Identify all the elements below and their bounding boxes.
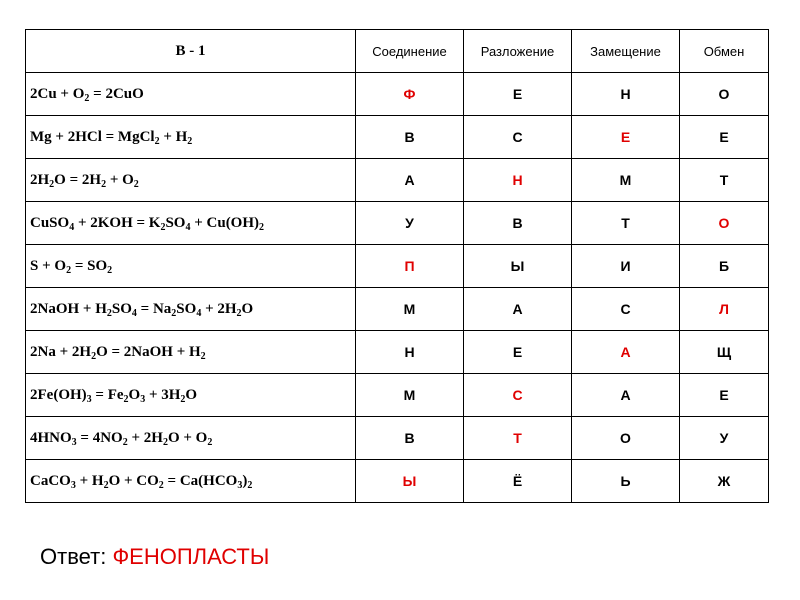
equation-text: + 2KOH = K: [74, 214, 161, 231]
equation-text: S + O: [30, 257, 67, 274]
equation-subscript: 2: [91, 350, 97, 362]
letter-cell: А: [572, 374, 680, 417]
letter-cell: Щ: [680, 331, 769, 374]
header-variant: В - 1: [26, 30, 356, 73]
letter-cell: Е: [464, 331, 572, 374]
equation-text: + H: [75, 472, 104, 489]
equation-text: + O: [106, 171, 134, 188]
equation-text: + 3H: [145, 386, 181, 403]
letter-cell: Л: [680, 288, 769, 331]
reaction-equation: [26, 374, 356, 417]
table-row: [26, 288, 769, 331]
letter-cell: В: [356, 116, 464, 159]
letter-cell: Ь: [572, 460, 680, 503]
equation-text: = SO: [71, 257, 108, 274]
letter-cell: Ж: [680, 460, 769, 503]
table-row: [26, 159, 769, 202]
equation-text: O: [185, 386, 198, 403]
equation-subscript: 4: [69, 221, 75, 233]
answer-label: Ответ:: [40, 544, 113, 569]
table-row: [26, 116, 769, 159]
equation-subscript: 2: [187, 135, 193, 147]
equation-subscript: 3: [70, 479, 76, 491]
table-row: [26, 460, 769, 503]
reaction-equation: [26, 202, 356, 245]
letter-cell: О: [680, 202, 769, 245]
reaction-equation: [26, 331, 356, 374]
letter-cell: О: [572, 417, 680, 460]
equation-subscript: 4: [185, 221, 191, 233]
equation-subscript: 2: [207, 436, 213, 448]
equation-text: 2Fe(OH): [30, 386, 87, 403]
equation-subscript: 3: [71, 436, 77, 448]
equation-text: O + CO: [108, 472, 159, 489]
equation-subscript: 4: [131, 307, 137, 319]
equation-subscript: 3: [237, 479, 243, 491]
equation-text: = Fe: [91, 386, 124, 403]
equation-text: CuSO: [30, 214, 70, 231]
letter-cell: Т: [572, 202, 680, 245]
letter-cell: У: [356, 202, 464, 245]
equation-text: O = 2H: [54, 171, 102, 188]
equation-text: + Cu(OH): [190, 214, 260, 231]
reaction-equation: [26, 245, 356, 288]
equation-text: SO: [111, 300, 132, 317]
table-row: [26, 374, 769, 417]
letter-cell: Б: [680, 245, 769, 288]
letter-cell: У: [680, 417, 769, 460]
letter-cell: В: [356, 417, 464, 460]
equation-text: 4HNO: [30, 429, 72, 446]
equation-text: = 4NO: [76, 429, 123, 446]
letter-cell: С: [464, 374, 572, 417]
letter-cell: А: [356, 159, 464, 202]
equation-subscript: 2: [133, 178, 139, 190]
equation-subscript: 2: [158, 479, 164, 491]
equation-subscript: 2: [154, 135, 160, 147]
header-compound: Соединение: [356, 30, 464, 73]
letter-cell: Ф: [356, 73, 464, 116]
equation-text: SO: [165, 214, 186, 231]
equation-subscript: 2: [84, 92, 90, 104]
equation-subscript: 2: [160, 221, 166, 233]
equation-text: + 2H: [201, 300, 237, 317]
equation-text: 2Na + 2H: [30, 343, 92, 360]
letter-cell: А: [464, 288, 572, 331]
equation-subscript: 2: [101, 178, 107, 190]
letter-cell: А: [572, 331, 680, 374]
table-row: [26, 202, 769, 245]
equation-subscript: 3: [140, 393, 146, 405]
reaction-equation: [26, 417, 356, 460]
equation-text: O = 2NaOH + H: [96, 343, 201, 360]
equation-text: = Na: [136, 300, 172, 317]
letter-cell: Н: [464, 159, 572, 202]
equation-text: 2H: [30, 171, 50, 188]
reaction-equation: [26, 73, 356, 116]
equation-text: O: [128, 386, 141, 403]
letter-cell: М: [356, 288, 464, 331]
equation-text: + H: [159, 128, 188, 145]
letter-cell: Ы: [356, 460, 464, 503]
equation-text: = Ca(HCO: [163, 472, 238, 489]
header-substitution: Замещение: [572, 30, 680, 73]
equation-subscript: 2: [106, 307, 112, 319]
header-decomposition: Разложение: [464, 30, 572, 73]
equation-subscript: 2: [103, 479, 109, 491]
letter-cell: Т: [680, 159, 769, 202]
letter-cell: П: [356, 245, 464, 288]
equation-text: SO: [176, 300, 197, 317]
equation-subscript: 3: [86, 393, 92, 405]
equation-text: 2Cu + O: [30, 85, 85, 102]
equation-text: O: [241, 300, 254, 317]
letter-cell: Е: [680, 116, 769, 159]
equation-subscript: 2: [66, 264, 72, 276]
reaction-equation: [26, 288, 356, 331]
header-exchange: Обмен: [680, 30, 769, 73]
letter-cell: И: [572, 245, 680, 288]
table-row: [26, 73, 769, 116]
equation-subscript: 2: [49, 178, 55, 190]
letter-cell: Т: [464, 417, 572, 460]
equation-subscript: 2: [122, 436, 128, 448]
letter-cell: Ы: [464, 245, 572, 288]
equation-subscript: 2: [123, 393, 129, 405]
letter-cell: М: [572, 159, 680, 202]
letter-cell: С: [572, 288, 680, 331]
equation-subscript: 2: [180, 393, 186, 405]
letter-cell: Е: [680, 374, 769, 417]
reaction-equation: [26, 460, 356, 503]
equation-subscript: 2: [107, 264, 113, 276]
equation-subscript: 2: [236, 307, 242, 319]
equation-subscript: 2: [247, 479, 253, 491]
table-row: [26, 245, 769, 288]
equation-subscript: 2: [200, 350, 206, 362]
letter-cell: С: [464, 116, 572, 159]
letter-cell: Е: [464, 73, 572, 116]
letter-cell: В: [464, 202, 572, 245]
equation-text: 2NaOH + H: [30, 300, 107, 317]
reactions-table: [25, 29, 769, 503]
answer-line: [40, 544, 269, 570]
table-row: [26, 331, 769, 374]
header-row: [26, 30, 769, 73]
reaction-equation: [26, 159, 356, 202]
equation-text: ): [242, 472, 248, 489]
answer-word: ФЕНОПЛАСТЫ: [112, 544, 270, 569]
letter-cell: Н: [356, 331, 464, 374]
letter-cell: Е: [572, 116, 680, 159]
equation-text: = 2CuO: [89, 85, 144, 102]
table-row: [26, 417, 769, 460]
equation-text: O + O: [167, 429, 208, 446]
equation-subscript: 2: [259, 221, 265, 233]
equation-subscript: 4: [196, 307, 202, 319]
equation-text: Mg + 2HCl = MgCl: [30, 128, 155, 145]
letter-cell: О: [680, 73, 769, 116]
letter-cell: М: [356, 374, 464, 417]
letter-cell: Ё: [464, 460, 572, 503]
letter-cell: Н: [572, 73, 680, 116]
equation-text: CaCO: [30, 472, 71, 489]
equation-text: + 2H: [127, 429, 163, 446]
equation-subscript: 2: [162, 436, 168, 448]
equation-subscript: 2: [171, 307, 177, 319]
reaction-equation: [26, 116, 356, 159]
